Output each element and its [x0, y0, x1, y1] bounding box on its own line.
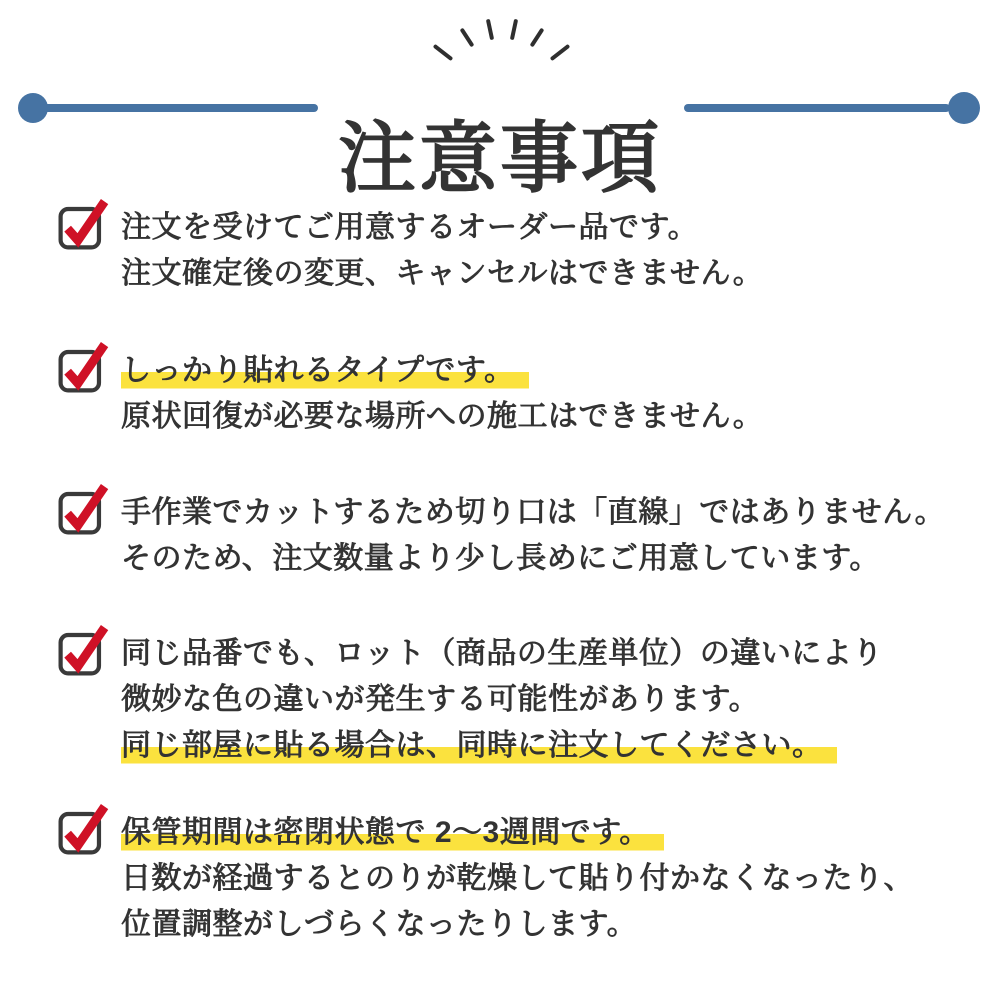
notice-line: 位置調整がしづらくなったりします。 [121, 908, 638, 941]
emphasis-burst-icon [431, 14, 571, 72]
notice-line: 微妙な色の違いが発生する可能性があります。 [121, 683, 760, 716]
checklist-item [55, 810, 965, 948]
checklist-item [55, 490, 965, 582]
notice-line: 注文確定後の変更、キャンセルはできません。 [121, 257, 764, 290]
notice-line: 手作業でカットするため切り口は「直線」ではありません。 [121, 496, 946, 529]
notice-line: 注文を受けてご用意するオーダー品です。 [121, 211, 699, 244]
notice-line-highlighted: しっかり貼れるタイプです。 [121, 348, 763, 394]
checked-checkbox-icon [55, 800, 113, 858]
right-divider-line [684, 104, 950, 112]
checked-checkbox-icon [55, 480, 113, 538]
notice-line: 原状回復が必要な場所への施工はできません。 [121, 400, 764, 433]
notice-line: 日数が経過するとのりが乾燥して貼り付かなくなったり、 [121, 862, 914, 895]
notice-line-highlighted: 同じ部屋に貼る場合は、同時に注文してください。 [121, 723, 883, 769]
checklist-item [55, 205, 965, 297]
notice-line: そのため、注文数量より少し長めにご用意しています。 [121, 542, 880, 575]
checklist-item [55, 348, 965, 440]
checked-checkbox-icon [55, 338, 113, 396]
right-end-dot [948, 92, 980, 124]
notice-line: 同じ品番でも、ロット（商品の生産単位）の違いにより [121, 637, 883, 670]
checklist-item [55, 631, 965, 769]
checked-checkbox-icon [55, 195, 113, 253]
left-divider-line [40, 104, 318, 112]
page-title: 注意事項 [337, 114, 662, 203]
notice-line-highlighted: 保管期間は密閉状態で 2〜3週間です。 [121, 810, 914, 856]
notice-header [0, 0, 1000, 203]
checked-checkbox-icon [55, 621, 113, 679]
